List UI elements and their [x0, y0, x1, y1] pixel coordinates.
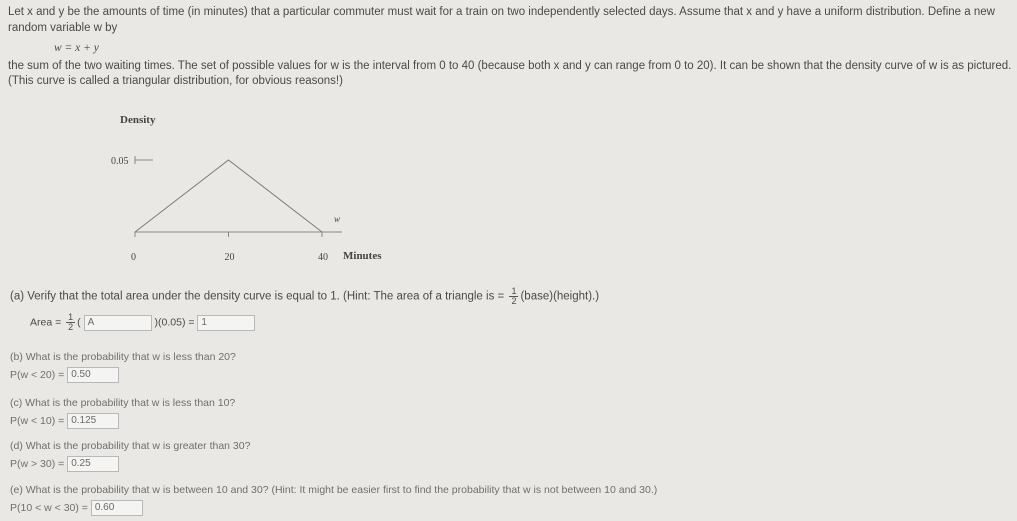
part-e-label: P(10 < w < 30) = [10, 501, 88, 514]
part-e-question: (e) What is the probability that w is between 10 and 30? (Hint: It might be easier first to find the probability that w is not between 10 and 30.) [10, 484, 658, 496]
area-answer-input[interactable]: 1 [197, 315, 255, 331]
hint-fraction [509, 287, 518, 306]
density-curve [135, 160, 322, 232]
intro-line-4: (This curve is called a triangular distribution, for obvious reasons!) [8, 75, 343, 87]
part-a-text: (a) Verify that the total area under the density curve is equal to 1. (Hint: The area of a triangle is = [10, 290, 505, 303]
area-fraction-numerator: 1 [68, 312, 74, 322]
hint-fraction-denominator: 2 [511, 296, 517, 306]
part-b-answer-row [10, 367, 119, 383]
part-c-answer-input[interactable]: 0.125 [67, 413, 119, 429]
part-c-answer-row [10, 413, 119, 429]
part-d-label: P(w > 30) = [10, 457, 65, 470]
part-a-area-row: Area = $\frac{1}{2}$ ( A )(0.05) = 1 [30, 313, 255, 332]
x-tick-label-20: 20 [224, 252, 235, 263]
base-input[interactable]: A [84, 315, 152, 331]
intro-line-1: Let x and y be the amounts of time (in minutes) that a particular commuter must wait for a train on two independently selected days. Assume that x and y have a uniform distribution. Define a new [8, 6, 995, 18]
x-axis-label: Minutes [343, 250, 382, 262]
part-a-question [10, 287, 599, 306]
part-b-label: P(w < 20) = [10, 368, 65, 381]
area-fraction-denominator: 2 [68, 322, 74, 332]
part-d-answer-input[interactable]: 0.25 [67, 456, 119, 472]
part-d-question: (d) What is the probability that w is greater than 30? [10, 440, 251, 452]
intro-line-3: the sum of the two waiting times. The set of possible values for w is the interval from 0 to 40 (because both x and y can range from 0 to 20). It can be shown that the density curve of w is as pictured. [8, 60, 1012, 72]
part-b-question: (b) What is the probability that w is less than 20? [10, 351, 236, 363]
part-b-answer-input[interactable]: 0.50 [67, 367, 119, 383]
y-axis-label: Density [120, 114, 156, 126]
area-label: Area = [30, 316, 62, 329]
intro-line-2: random variable w by [8, 22, 118, 34]
part-c-question: (c) What is the probability that w is less than 10? [10, 397, 236, 409]
definition-equation: w = x + y [54, 42, 99, 54]
hint-fraction-numerator: 1 [511, 286, 517, 296]
x-tick-label-40: 40 [318, 252, 328, 263]
density-chart [100, 106, 400, 266]
part-d-answer-row [10, 456, 119, 472]
part-e-answer-row [10, 500, 143, 516]
area-fraction [66, 313, 75, 332]
variable-label: w [334, 214, 341, 224]
part-c-label: P(w < 10) = [10, 414, 65, 427]
x-tick-label-0: 0 [131, 252, 136, 263]
area-mid-text: )(0.05) = [154, 316, 195, 329]
y-tick-label: 0.05 [111, 156, 129, 167]
part-a-text-post: (base)(height).) [520, 290, 600, 303]
part-e-answer-input[interactable]: 0.60 [91, 500, 143, 516]
